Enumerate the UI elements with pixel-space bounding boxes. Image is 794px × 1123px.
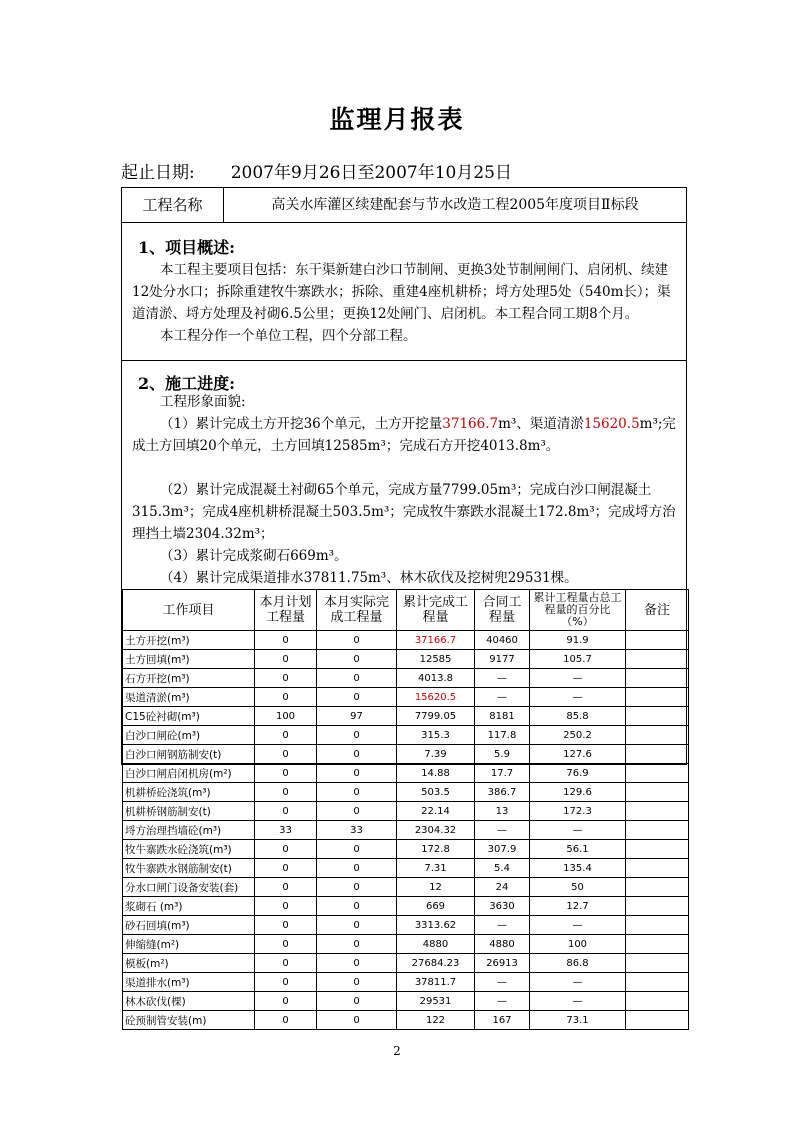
work-quantity-table [122,589,689,1030]
table-header-row [123,590,689,631]
table-cell: 8181 [475,707,530,726]
cell-work-item: 渠道排水(m³) [123,973,255,992]
table-cell: 105.7 [530,650,626,669]
cell-work-item: 林木砍伐(棵) [123,992,255,1011]
table-cell: 100 [530,935,626,954]
table-cell: 100 [255,707,317,726]
table-cell: 12585 [397,650,475,669]
table-cell [626,631,689,650]
cell-work-item: 机耕桥钢筋制安(t) [123,802,255,821]
table-cell [626,878,689,897]
table-cell: 135.4 [530,859,626,878]
overview-heading: 1、项目概述: [138,238,236,257]
table-cell: — [530,688,626,707]
table-cell: 27684.23 [397,954,475,973]
table-cell: 0 [317,688,397,707]
table-cell: 0 [317,745,397,764]
table-cell: — [530,669,626,688]
project-row [121,187,687,223]
table-cell: 0 [255,935,317,954]
table-cell: 7.39 [397,745,475,764]
table-cell: 24 [475,878,530,897]
header-month-actual: 本月实际完成工程量 [317,590,397,631]
progress-item-3: （3）累计完成浆砌石669m³。 [160,548,348,564]
table-cell [626,669,689,688]
table-cell: 73.1 [530,1011,626,1030]
table-cell [626,650,689,669]
project-label: 工程名称 [122,188,224,222]
cell-work-item: 白沙口闸钢筋制安(t) [123,745,255,764]
table-row [123,840,689,859]
table-row [123,631,689,650]
table-cell: 0 [317,992,397,1011]
table-cell: 0 [317,783,397,802]
cell-work-item: 白沙口闸砼(m³) [123,726,255,745]
table-cell [626,992,689,1011]
table-cell: 0 [317,878,397,897]
table-cell: 97 [317,707,397,726]
table-cell: 0 [255,916,317,935]
progress-intro: 工程形象面貌: [160,394,246,410]
table-cell: 0 [317,916,397,935]
table-row [123,935,689,954]
table-cell: 0 [317,954,397,973]
table-cell: 122 [397,1011,475,1030]
table-row [123,764,689,783]
table-cell: 0 [317,764,397,783]
table-cell [626,726,689,745]
table-cell: — [530,821,626,840]
table-cell: 0 [255,973,317,992]
report-frame [121,187,687,1027]
header-cumulative: 累计完成工程量 [397,590,475,631]
cell-work-item: 埒方治理挡墙砼(m³) [123,821,255,840]
page-number: 2 [393,1044,401,1058]
table-row [123,916,689,935]
table-cell: 0 [317,935,397,954]
table-cell: 0 [255,631,317,650]
page-title: 监理月报表 [329,105,465,134]
highlight-value: 37166.7 [442,416,499,432]
table-cell: 307.9 [475,840,530,859]
table-cell [626,783,689,802]
cell-work-item: 土方开挖(m³) [123,631,255,650]
table-cell: 7799.05 [397,707,475,726]
table-cell: 5.4 [475,859,530,878]
table-row [123,745,689,764]
table-cell: 0 [255,726,317,745]
cell-work-item: 浆砌石 (m³) [123,897,255,916]
table-cell [626,897,689,916]
highlight-value: 15620.5 [583,416,640,432]
table-cell: — [475,688,530,707]
progress-section [121,361,687,1027]
table-row [123,821,689,840]
table-cell: 17.7 [475,764,530,783]
table-cell: 0 [317,973,397,992]
table-row [123,650,689,669]
table-cell: 172.8 [397,840,475,859]
cell-work-item: 机耕桥砼浇筑(m³) [123,783,255,802]
table-cell: 91.9 [530,631,626,650]
table-cell: 0 [317,859,397,878]
table-cell: 172.3 [530,802,626,821]
table-cell: 9177 [475,650,530,669]
table-cell: 85.8 [530,707,626,726]
table-row [123,707,689,726]
table-cell: 0 [255,1011,317,1030]
table-cell: 3630 [475,897,530,916]
table-cell: 669 [397,897,475,916]
table-cell: 0 [255,897,317,916]
table-cell: — [475,916,530,935]
table-row [123,688,689,707]
table-cell [626,745,689,764]
table-cell [626,840,689,859]
table-cell: 76.9 [530,764,626,783]
cell-work-item: 渠道清淤(m³) [123,688,255,707]
table-cell: 12 [397,878,475,897]
cell-work-item: 分水口闸门设备安装(套) [123,878,255,897]
table-row [123,726,689,745]
table-cell: 4880 [397,935,475,954]
cell-work-item: 牧牛寨跌水砼浇筑(m³) [123,840,255,859]
table-row [123,954,689,973]
table-cell [626,821,689,840]
table-cell: 167 [475,1011,530,1030]
progress-heading: 2、施工进度: [138,374,236,393]
header-contract: 合同工程量 [475,590,530,631]
table-row [123,783,689,802]
table-cell: — [475,821,530,840]
overview-paragraph-2: 本工程分作一个单位工程，四个分部工程。 [160,328,417,344]
table-cell: 86.8 [530,954,626,973]
table-cell: 22.14 [397,802,475,821]
table-cell: 5.9 [475,745,530,764]
table-row [123,897,689,916]
table-cell [626,764,689,783]
table-cell: 0 [317,650,397,669]
overview-paragraph: 本工程主要项目包括：东干渠新建白沙口节制闸、更换3处节制闸闸门、启闭机、续建12处分水口；拆除重建牧牛寨跌水；拆除、重建4座机耕桥；埒方处理5处（540m长）；渠道清淤、埒方处理及衬砌6.5公里；更换12处闸门、启闭机。本工程合同工期8个月。 [132,262,671,322]
table-cell: — [475,973,530,992]
table-cell: 0 [255,650,317,669]
table-cell: 3313.62 [397,916,475,935]
progress-item-1: （1）累计完成土方开挖36个单元，土方开挖量37166.7m³、渠道清淤15620.5m³;完成土方回填20个单元，土方回填12585m³；完成石方开挖4013.8m³。 [132,416,676,454]
table-cell: 129.6 [530,783,626,802]
cell-work-item: 砂石回填(m³) [123,916,255,935]
table-cell: 4013.8 [397,669,475,688]
table-cell: 0 [255,878,317,897]
table-cell: — [530,916,626,935]
table-cell [626,973,689,992]
progress-item-4: （4）累计完成渠道排水37811.75m³、林木砍伐及挖树兜29531棵。 [160,570,578,586]
table-cell: 26913 [475,954,530,973]
table-cell [626,935,689,954]
table-cell: 12.7 [530,897,626,916]
table-row [123,859,689,878]
table-cell: 503.5 [397,783,475,802]
table-cell: — [475,669,530,688]
table-row [123,992,689,1011]
table-cell: 37811.7 [397,973,475,992]
cell-work-item: 模板(m²) [123,954,255,973]
table-cell: 0 [317,669,397,688]
table-cell: 0 [255,688,317,707]
table-cell: 0 [255,669,317,688]
table-cell: 0 [255,802,317,821]
table-cell [626,859,689,878]
table-cell: 0 [255,745,317,764]
period-label: 起止日期: [121,163,195,183]
table-cell: 2304.32 [397,821,475,840]
header-month-plan: 本月计划工程量 [255,590,317,631]
table-cell: 0 [255,840,317,859]
table-cell: 0 [317,726,397,745]
table-row [123,1011,689,1030]
cell-work-item: C15砼衬砌(m³) [123,707,255,726]
table-cell: — [530,992,626,1011]
table-cell: 0 [317,897,397,916]
table-cell: 0 [255,859,317,878]
table-cell: 15620.5 [397,688,475,707]
project-name: 高关水库灌区续建配套与节水改造工程2005年度项目Ⅱ标段 [271,197,639,213]
table-cell: 127.6 [530,745,626,764]
table-cell: 250.2 [530,726,626,745]
table-cell: 37166.7 [397,631,475,650]
header-remarks: 备注 [626,590,689,631]
table-cell: 0 [255,954,317,973]
table-cell: 0 [255,992,317,1011]
cell-work-item: 伸缩缝(m²) [123,935,255,954]
header-work-item: 工作项目 [123,590,255,631]
table-cell: 0 [317,631,397,650]
cell-work-item: 石方开挖(m³) [123,669,255,688]
table-row [123,973,689,992]
cell-work-item: 牧牛寨跌水钢筋制安(t) [123,859,255,878]
table-cell: 14.88 [397,764,475,783]
table-cell [626,916,689,935]
report-period [121,158,512,183]
table-cell: 386.7 [475,783,530,802]
overview-section [121,223,687,361]
table-cell: 7.31 [397,859,475,878]
table-cell: 40460 [475,631,530,650]
table-cell [626,688,689,707]
table-cell: 0 [317,802,397,821]
cell-work-item: 土方回填(m³) [123,650,255,669]
table-cell: 33 [317,821,397,840]
header-percent: 累计工程量占总工程量的百分比（%） [530,590,626,631]
table-cell: 50 [530,878,626,897]
table-cell [626,954,689,973]
table-cell: 33 [255,821,317,840]
table-cell [626,802,689,821]
table-row [123,878,689,897]
table-cell [626,1011,689,1030]
table-cell: 0 [317,1011,397,1030]
table-cell: 4880 [475,935,530,954]
table-cell: 315.3 [397,726,475,745]
table-cell: — [530,973,626,992]
cell-work-item: 白沙口闸启闭机房(m²) [123,764,255,783]
table-cell: 0 [255,764,317,783]
table-cell [626,707,689,726]
table-cell: — [475,992,530,1011]
table-row [123,802,689,821]
table-cell: 117.8 [475,726,530,745]
table-cell: 13 [475,802,530,821]
table-cell: 0 [255,783,317,802]
table-cell: 0 [317,840,397,859]
table-cell: 29531 [397,992,475,1011]
table-body [123,631,689,1030]
table-cell: 56.1 [530,840,626,859]
progress-item-2: （2）累计完成混凝土衬砌65个单元，完成方量7799.05m³；完成白沙口闸混凝土315.3m³；完成4座机耕桥混凝土503.5m³；完成牧牛寨跌水混凝土172.8m³；完成埒方治理挡土墙2304.32m³； [132,482,676,542]
cell-work-item: 砼预制管安装(m) [123,1011,255,1030]
table-row [123,669,689,688]
period-value: 2007年9月26日至2007年10月25日 [230,163,512,183]
